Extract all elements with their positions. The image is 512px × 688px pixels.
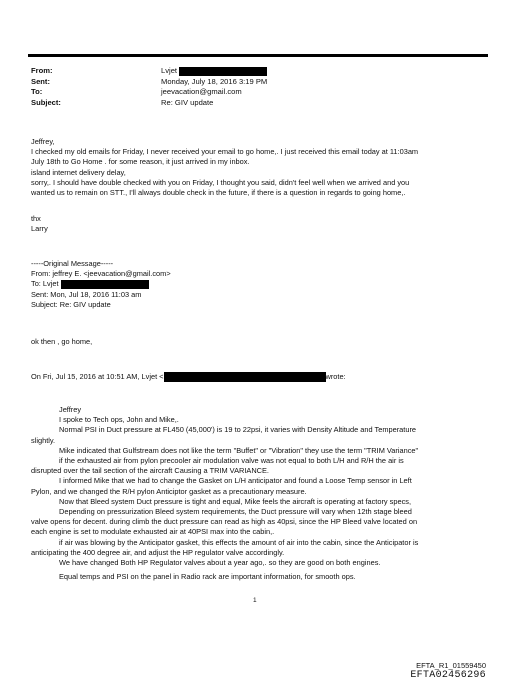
quote-intro (31, 372, 479, 382)
quoted-line: anticipating the 400 degree air, and adjust the HP regulator valve accordingly. (31, 547, 285, 557)
quoted-line: We have changed Both HP Regulator valves about a year ago,. so they are good on both engines. (59, 558, 381, 568)
to-label: To: (31, 87, 43, 96)
quoted-line: Mike indicated that Gulfstream does not like the term "Buffet" or "Vibration" they use the term "TRIM Variance" (59, 445, 419, 455)
quoted-line: Equal temps and PSI on the panel in Radio rack are important information, for smooth ops. (59, 572, 356, 581)
quoted-line: if air was blowing by the Anticipator gasket, this effects the amount of air into the cabin, since the Anticipator is (59, 537, 419, 547)
redaction-box (164, 372, 326, 382)
to-row (31, 87, 267, 98)
reply-line: island internet delivery delay, (31, 167, 126, 177)
from-label: From: (31, 66, 53, 75)
quote-wrote: wrote: (325, 372, 346, 381)
reply-line: sorry,. I should have double checked with you on Friday, I thought you said, didn't feel well when we arrived and you (31, 177, 410, 187)
original-body (31, 337, 479, 347)
quoted-closing (31, 572, 479, 582)
sent-row (31, 77, 267, 88)
from-value (161, 66, 267, 77)
redaction-box (179, 67, 267, 76)
reply-signoff-block (31, 214, 479, 234)
bates-number-small: EFTA_R1_01559450 (416, 661, 486, 670)
quoted-line: I spoke to Tech ops, John and Mike,. (59, 415, 179, 425)
to-value: jeevacation@gmail.com (161, 87, 242, 96)
quote-intro-line (31, 372, 479, 382)
reply-body (31, 137, 479, 198)
quoted-line: I informed Mike that we had to change the Gasket on L/H anticipator and found a Loose Temp sensor in Left (59, 476, 412, 486)
reply-line: July 18th to Go Home . for some reason, it just arrived in my inbox. (31, 157, 250, 167)
reply-line: I checked my old emails for Friday, I never received your email to go home,. I just received this email today at 11:03am (31, 147, 419, 157)
original-sent: Sent: Mon, Jul 18, 2016 11:03 am (31, 289, 142, 299)
redaction-box (61, 280, 149, 289)
email-header (31, 66, 267, 108)
original-divider: -----Original Message----- (31, 259, 114, 268)
reply-thx: thx (31, 214, 41, 223)
from-name: Lvjet (161, 66, 178, 75)
sent-value: Monday, July 18, 2016 3:19 PM (161, 76, 268, 86)
quoted-line: if the exhausted air from pylon precooler air modulation valve was not equal to both L/H and R/H the air is (59, 456, 404, 466)
quoted-line: Now that Bleed system Duct pressure is tight and equal, Mike feels the aircraft is operating at factory specs, (59, 496, 412, 506)
quoted-line: Jeffrey (59, 405, 82, 414)
quoted-line: each engine is set to modulate exhausted air at 40PSI max into the cabin,. (31, 527, 275, 537)
quoted-line: slightly. (31, 435, 56, 445)
quoted-line: disrupted over the tail section of the aircraft Causing a TRIM VARIANCE. (31, 466, 269, 476)
reply-line: wanted us to remain on STT., I'll always double check in the future, if there is a question in regards to going home,. (31, 188, 406, 198)
quote-intro-text: On Fri, Jul 15, 2016 at 10:51 AM, Lvjet < (31, 372, 164, 381)
subject-value: Re: GIV update (161, 97, 214, 107)
original-from: From: jeffrey E. <jeevacation@gmail.com> (31, 269, 171, 279)
original-subject: Subject: Re: GIV update (31, 299, 111, 309)
quoted-line: Pylon, and we changed the R/H pylon Anticiptor gasket as a precautionary measure. (31, 486, 307, 496)
original-message-header (31, 259, 479, 310)
quoted-body (31, 405, 479, 568)
reply-signoff: Larry (31, 224, 48, 234)
page-number: 1 (253, 597, 257, 604)
reply-greeting: Jeffrey, (31, 137, 55, 146)
original-body-text: ok then , go home, (31, 337, 93, 346)
quoted-line: Normal PSI in Duct pressure at FL450 (45,000') is 19 to 22psi, it varies with Density Altitude and Temperature (59, 425, 417, 435)
subject-row (31, 98, 267, 109)
original-to-text: To: Lvjet (31, 279, 59, 289)
bates-number-large: EFTA02456296 (410, 670, 486, 681)
quoted-line: Depending on pressurization Bleed system requirements, the Duct pressure will vary when 12th stage bleed (59, 507, 412, 517)
quoted-line: valve opens for decent. during climb the duct pressure can read as high as 40psi, since the HP Bleed valve located on (31, 517, 418, 527)
subject-label: Subject: (31, 97, 61, 107)
header-rule (28, 54, 488, 57)
original-to (31, 279, 479, 289)
from-row (31, 66, 267, 77)
sent-label: Sent: (31, 76, 50, 86)
